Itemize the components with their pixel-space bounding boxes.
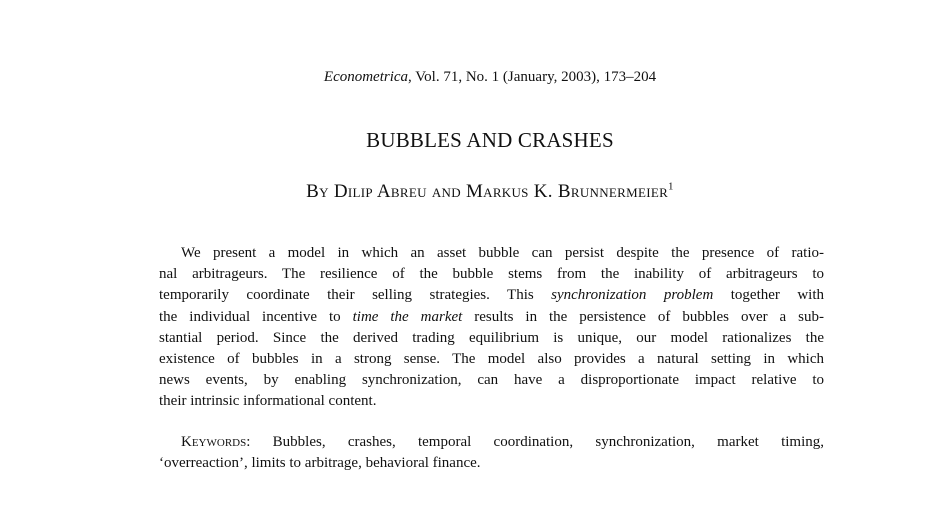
keywords-line: [159, 432, 824, 453]
abstract-text: together with: [713, 287, 824, 304]
keywords-text: ‘overreaction’, limits to arbitrage, behavioral finance.: [159, 455, 481, 471]
abstract-line: [159, 285, 824, 306]
keywords-label: Keywords:: [181, 434, 251, 450]
paper-title: BUBBLES AND CRASHES: [366, 128, 614, 152]
abstract-line: [159, 264, 824, 285]
abstract-emphasis: synchronization problem: [551, 287, 714, 304]
journal-citation: [0, 69, 941, 86]
keywords-text: Bubbles, crashes, temporal coordination, synchronization, market timing,: [250, 434, 824, 450]
abstract-text: stantial period. Since the derived trading equilibrium is unique, our model rationalizes the: [159, 329, 824, 346]
abstract-text: news events, by enabling synchronization, can have a disproportionate impact relative to: [159, 372, 824, 389]
abstract-line: [159, 328, 824, 349]
keywords-line: [159, 453, 824, 474]
journal-name: Econometrica: [323, 69, 409, 85]
abstract-text: their intrinsic informational content.: [159, 393, 377, 410]
abstract-text: We present a model in which an asset bubble can persist despite the presence of ratio-: [181, 245, 824, 261]
abstract-line: [159, 349, 824, 370]
abstract-text: existence of bubbles in a strong sense. The model also provides a natural setting in which: [159, 351, 824, 368]
abstract-line: [159, 391, 824, 412]
abstract-text: nal arbitrageurs. The resilience of the bubble stems from the inability of arbitrageurs to: [159, 266, 824, 283]
footnote-marker: 1: [668, 180, 674, 193]
abstract-line: [159, 307, 824, 328]
journal-details: , Vol. 71, No. 1 (January, 2003), 173–204: [408, 69, 657, 85]
abstract-text: temporarily coordinate their selling strategies. This: [159, 287, 552, 304]
abstract-emphasis: time the market: [352, 308, 463, 325]
abstract-text: results in the persistence of bubbles over a sub-: [462, 308, 824, 325]
author-names: By Dilip Abreu and Markus K. Brunnermeier: [306, 181, 669, 202]
abstract: [159, 243, 824, 413]
abstract-line: [159, 243, 824, 264]
keywords: [159, 432, 824, 474]
author-byline: [0, 181, 941, 203]
abstract-line: [159, 370, 824, 391]
abstract-text: the individual incentive to: [159, 308, 353, 325]
